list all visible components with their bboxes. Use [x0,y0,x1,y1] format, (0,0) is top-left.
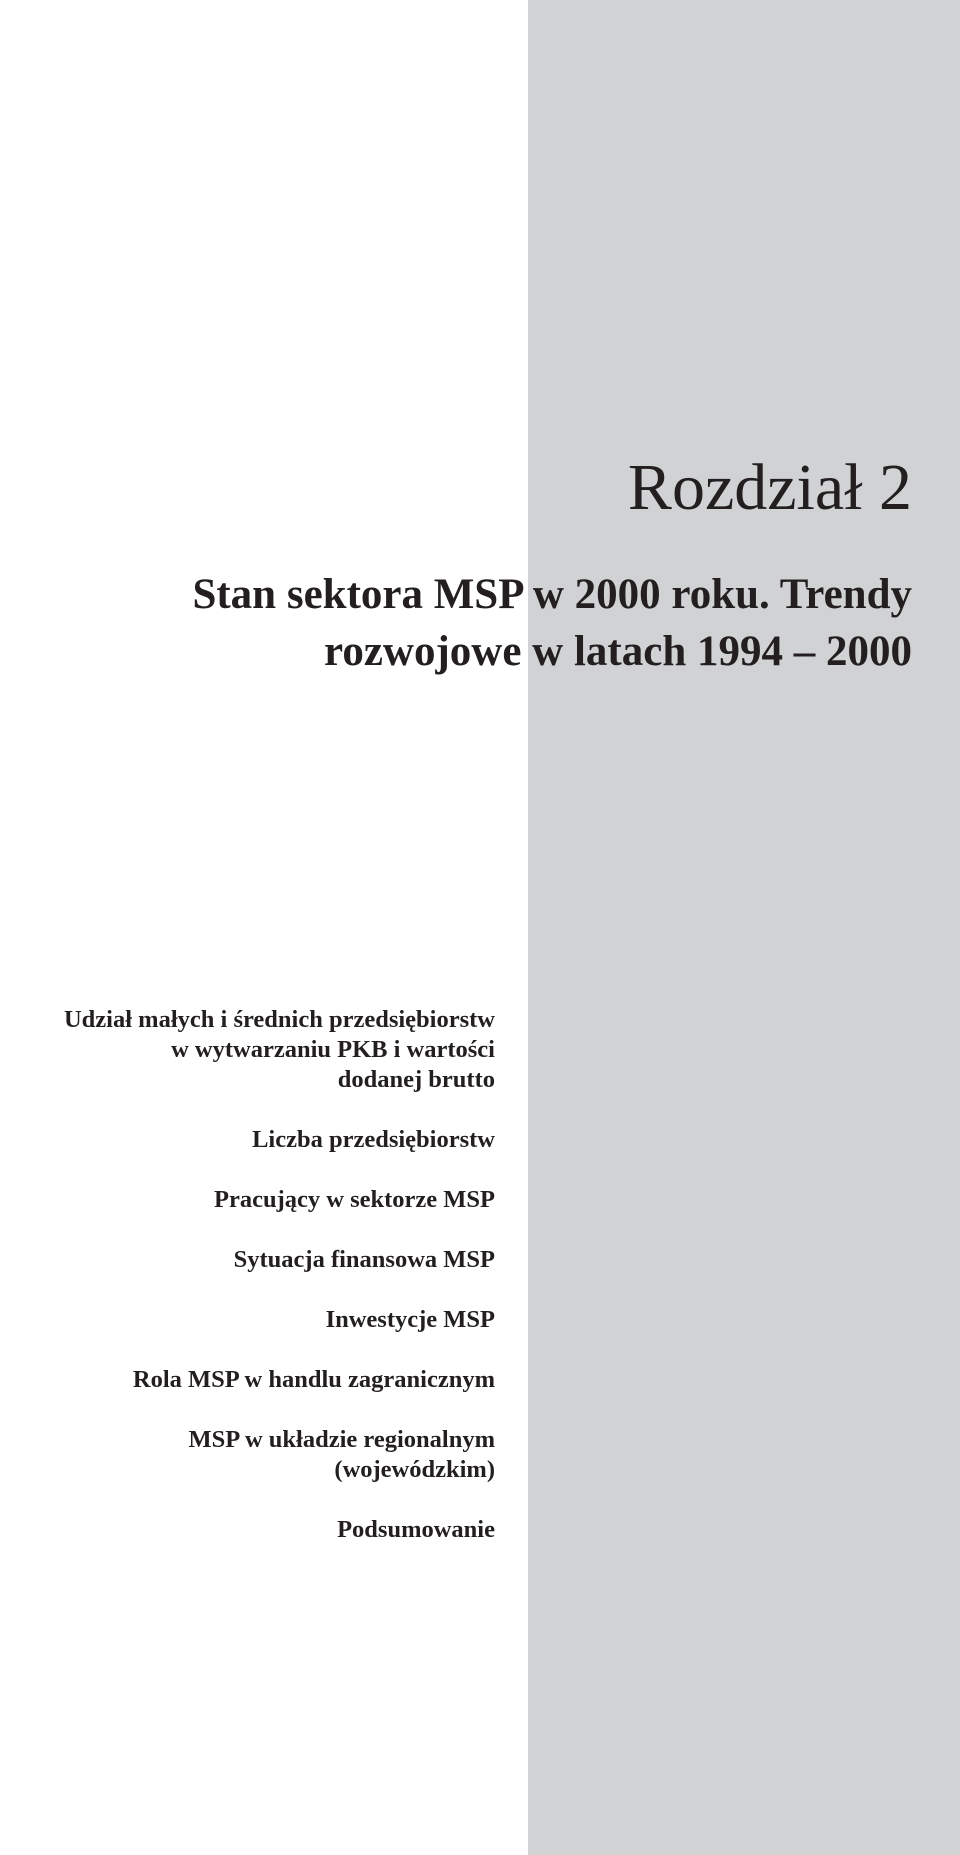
contents-item-line: Inwestycje MSP [325,1306,495,1333]
contents-item-line: w wytwarzaniu PKB i wartości [171,1036,495,1063]
contents-item [5,1365,495,1395]
chapter-contents-list [5,1005,495,1575]
contents-item [5,1425,495,1485]
contents-item [5,1005,495,1095]
contents-item [5,1185,495,1215]
gray-side-panel [528,0,960,1855]
chapter-title-line: Stan sektora MSP w 2000 roku. Trendy [192,571,912,618]
contents-item [5,1515,495,1545]
contents-item-line: Udział małych i średnich przedsiębiorstw [63,1006,495,1033]
contents-item [5,1245,495,1275]
contents-item [5,1305,495,1335]
contents-item-line: Liczba przedsiębiorstw [252,1126,495,1153]
contents-item-line: Rola MSP w handlu zagranicznym [132,1366,495,1393]
chapter-title-line: rozwojowe w latach 1994 – 2000 [324,628,912,675]
contents-item-line: Podsumowanie [337,1516,495,1543]
contents-item-line: dodanej brutto [337,1066,495,1093]
contents-item [5,1125,495,1155]
contents-item-line: MSP w układzie regionalnym [188,1426,495,1453]
chapter-title [52,566,912,680]
contents-item-line: (wojewódzkim) [334,1456,495,1483]
contents-item-line: Sytuacja finansowa MSP [233,1246,495,1273]
chapter-number: Rozdział 2 [627,451,912,524]
contents-item-line: Pracujący w sektorze MSP [214,1186,495,1213]
